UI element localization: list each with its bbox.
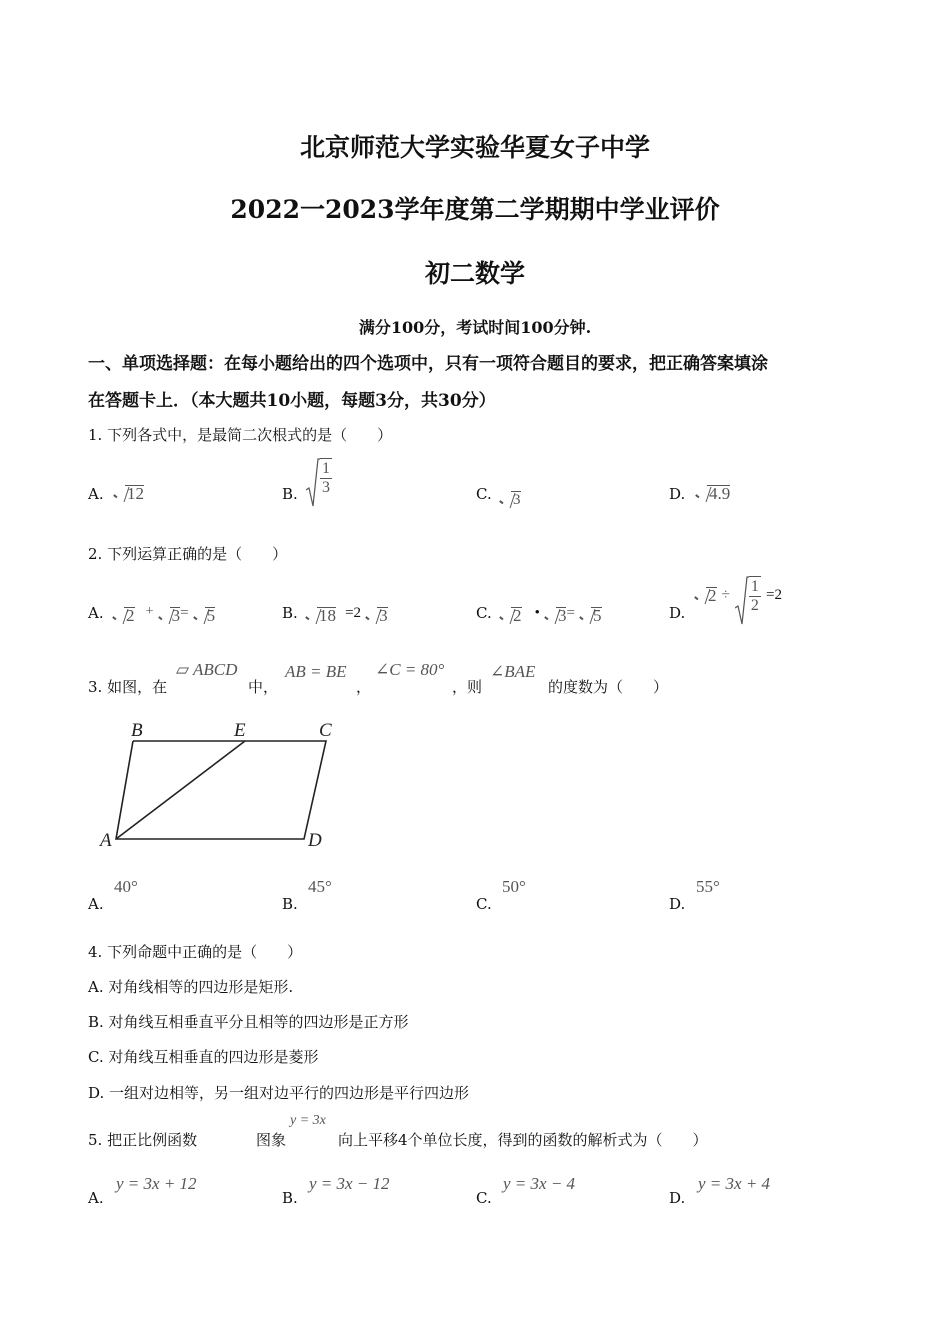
parallelogram-outline — [116, 741, 326, 839]
q1-option-b: $\frac{1}{3}$ — [306, 458, 332, 497]
q1-label-a: A. — [88, 485, 104, 503]
section1-line2: 在答题卡上．（本大题共10小题，每题3分，共30分） — [88, 391, 496, 411]
q5-prefix: 5. 把正比例函数 — [88, 1131, 198, 1149]
q2-label-b: B. — [282, 604, 298, 622]
q5-suffix: 向上平移4个单位长度，得到的函数的解析式为（ ） — [338, 1131, 708, 1149]
q2-option-c: 2 • 3= 5 — [500, 606, 602, 626]
q1-option-d: 4.9 — [696, 484, 730, 504]
point-e-label: E — [234, 720, 246, 741]
q2-stem: 2. 下列运算正确的是（ ） — [88, 545, 288, 563]
q4-stem: 4. 下列命题中正确的是（ ） — [88, 943, 303, 961]
q5-option-a: y = 3x + 12 — [116, 1174, 197, 1193]
q5-option-b: y = 3x − 12 — [309, 1174, 390, 1193]
q3-then: ，则 — [452, 678, 483, 696]
point-b-label: B — [131, 720, 143, 741]
q5-label-d: D. — [669, 1189, 686, 1207]
q1-stem: 1. 下列各式中，是最简二次根式的是（ ） — [88, 426, 393, 444]
subject-title: 初二数学 — [424, 259, 525, 288]
q3-option-a: 40° — [114, 877, 138, 896]
q1-label-c: C. — [476, 485, 492, 503]
q5-label-a: A. — [88, 1189, 104, 1207]
point-d-label: D — [308, 830, 322, 851]
q2-option-a: 2 + 3= 5 — [113, 606, 215, 626]
q3-label-a: A. — [88, 895, 104, 913]
q5-option-c: y = 3x − 4 — [503, 1174, 576, 1193]
q4-option-c: C. 对角线互相垂直的四边形是菱形 — [88, 1048, 319, 1066]
q4-option-b: B. 对角线互相垂直平分且相等的四边形是正方形 — [88, 1013, 409, 1031]
exam-info: 满分100分，考试时间100分钟. — [358, 318, 592, 337]
q3-condition-ab-be: AB = BE — [285, 662, 347, 681]
q1-option-a: 12 — [114, 484, 144, 504]
q1-option-c: 3 — [500, 489, 521, 510]
q4-option-a: A. 对角线相等的四边形是矩形. — [88, 978, 294, 996]
q5-label-c: C. — [476, 1189, 492, 1207]
section1-line1: 一、单项选择题：在每小题给出的四个选项中，只有一项符合题目的要求，把正确答案填涂 — [88, 354, 768, 374]
q3-target-angle: ∠BAE — [490, 662, 536, 681]
q3-label-b: B. — [282, 895, 298, 913]
q3-option-d: 55° — [696, 877, 720, 896]
point-a-label: A — [100, 830, 112, 851]
segment-ae — [116, 741, 245, 839]
q3-parallelogram: ▱ ABCD — [176, 660, 238, 679]
q5-option-d: y = 3x + 4 — [698, 1174, 771, 1193]
term-title: 2022一2023学年度第二学期期中学业评价 — [230, 195, 720, 224]
radical-icon — [306, 458, 320, 508]
q2-label-a: A. — [88, 604, 104, 622]
parallelogram-figure — [95, 712, 355, 857]
q5-middle: 图象 — [256, 1131, 287, 1149]
q2-label-d: D. — [669, 604, 686, 622]
q2-option-b: 18 =2 3 — [306, 606, 388, 626]
q2-label-c: C. — [476, 604, 492, 622]
q4-option-d: D. 一组对边相等，另一组对边平行的四边形是平行四边形 — [88, 1084, 470, 1102]
radical-icon — [735, 576, 749, 626]
q3-label-c: C. — [476, 895, 492, 913]
school-title: 北京师范大学实验华夏女子中学 — [299, 133, 650, 162]
q1-label-d: D. — [669, 485, 686, 503]
q5-function: y = 3x — [290, 1113, 326, 1128]
q3-condition-angle-c: ∠C = 80° — [375, 660, 445, 679]
q3-label-d: D. — [669, 895, 686, 913]
q5-label-b: B. — [282, 1189, 298, 1207]
q2-option-d: 2 ÷ $\frac{1}{2}$ =2 — [695, 576, 782, 615]
q3-prefix: 3. 如图，在 — [88, 678, 168, 696]
point-c-label: C — [319, 720, 332, 741]
q3-option-b: 45° — [308, 877, 332, 896]
q1-label-b: B. — [282, 485, 298, 503]
q3-sep: ， — [356, 678, 372, 696]
q3-mid1: 中， — [248, 678, 279, 696]
q3-suffix: 的度数为（ ） — [548, 678, 669, 696]
q3-option-c: 50° — [502, 877, 526, 896]
